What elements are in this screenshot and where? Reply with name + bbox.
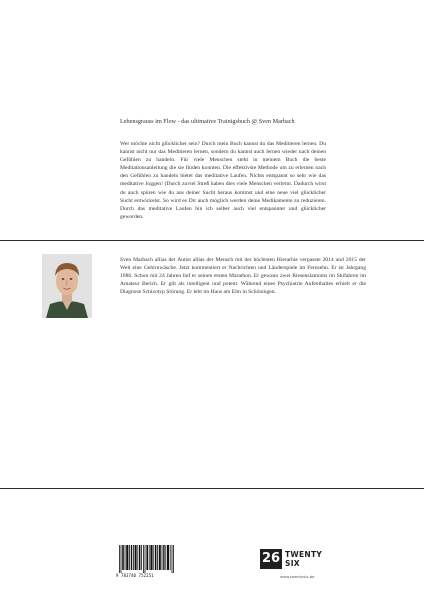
logo-line-2: SIX: [285, 559, 300, 568]
top-divider: [0, 240, 424, 241]
barcode: [118, 545, 176, 573]
author-bio: Sven Marbach allias der Autist allias der Mensch mit der höchtsten Hierarhie verpasste 2014 und 2015 der Welt eine Gehirnwäsche. Jetzt kommentiert er Nachrichten und Länderspiele im Fernsehn. Er ist Jahrgang 1986. Schon mit 24 Jahren lief er seinen ersten Marathon. Er gewann zwei Riesenslamoms im Skifahren im Amateur Berich. Er gilt als intelligent und potent. Während eines Psychiatrie Aufenthaltes erhielt er die Diagnose Schizotyp Störung. Er lebt im Haus am Elm in Schöningen.: [120, 257, 366, 296]
logo-number: 26: [260, 549, 282, 569]
book-blurb: Wer möchte nicht glücklicher sein? Durch mein Buch kannst du das Meditieren lernen. Du kannst nicht nur das Meditieren lernen, sondern du kannst auch lernen wieder nach deinen Gefühlen zu handeln. Für viele Menschen steht in meinem Buch die beste Meditationsanleitung die sie finden konnten. Die effektivste Methode um zu erlernen nach den Gefühlen zu handeln bietet das meditative Laufen. Nichts entspannt so sehr wie das meditative Joggen! (Durch zuviel Streß haben dies viele Menschen verlernt. Dadurch wirst du auch spüren wie du aus deiner Sucht heraus kommst und eine neue viel glücklicher Sucht entwickelst. So wird es Dir auch möglich werden deine Medikamente zu reduzieren. Durch das meditative Laufen bin ich selber auch viel entspannter und glücklicher geworden.: [120, 141, 326, 220]
author-portrait-image: [42, 254, 92, 318]
isbn-number: 9 783740 752251: [116, 573, 154, 578]
logo-wordmark: [285, 550, 329, 568]
book-title-line: Lebensgrauss im Flow - das ultimative Trainigsbuch @ Sven Marbach: [120, 118, 295, 125]
logo-line-1: TWENTY: [285, 550, 323, 559]
bottom-divider: [0, 488, 424, 489]
barcode-bars: [118, 545, 176, 573]
publisher-logo: [260, 549, 330, 569]
author-photo: [42, 254, 92, 318]
publisher-url: www.twentysix.de: [280, 574, 315, 579]
